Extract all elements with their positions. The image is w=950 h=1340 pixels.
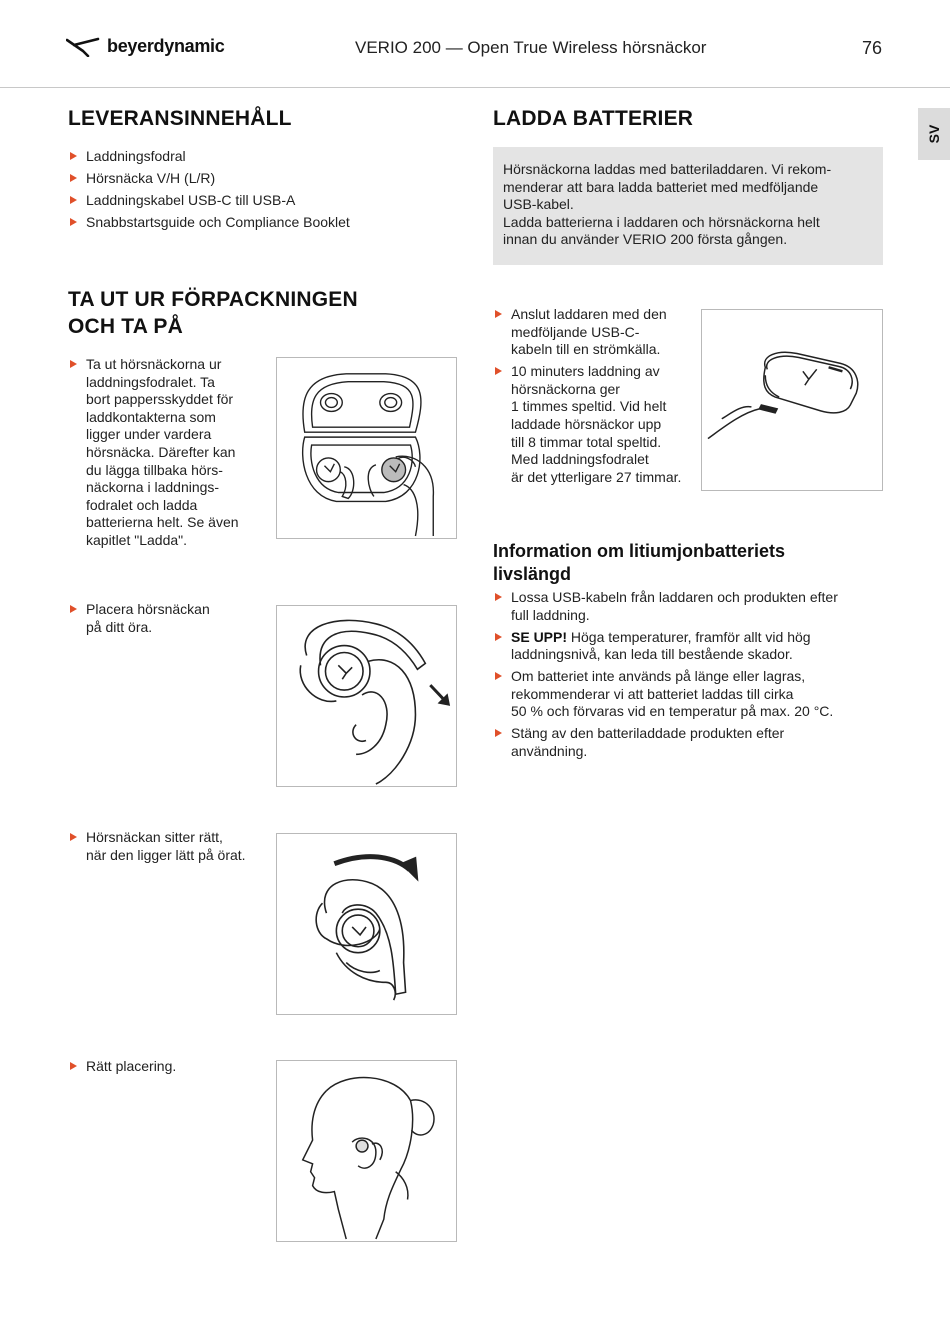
list-item: Hörsnäcka V/H (L/R) [68, 170, 468, 188]
text-line: Ta ut hörsnäckorna ur [86, 356, 222, 372]
text-line: medföljande USB-C- [511, 323, 640, 340]
battery-list [493, 589, 893, 761]
text-line: Stäng av den batteriladdade produkten efter [511, 725, 785, 742]
list-item [493, 629, 893, 664]
text-line: hörsnäckorna ger [511, 380, 620, 397]
step-4 [68, 1058, 268, 1076]
text-line: 10 minuters laddning av [511, 363, 660, 380]
text-line: kapitlet "Ladda". [86, 531, 188, 548]
language-code: SV [926, 124, 942, 144]
info-line: Ladda batterierna i laddaren och hörsnäckorna helt [503, 213, 820, 230]
list-item: Snabbstartsguide och Compliance Booklet [68, 214, 468, 232]
head-profile-illustration [276, 1060, 457, 1242]
open-case-illustration [276, 357, 457, 539]
unpack-heading [68, 286, 358, 340]
brand-logo [66, 36, 224, 57]
text-line: användning. [511, 742, 588, 759]
step-1 [68, 356, 268, 550]
text-line: du lägga tillbaka hörs- [86, 461, 223, 478]
list-item [493, 725, 893, 760]
text-line: hörsnäcka. Därefter kan [86, 443, 236, 460]
charging-case-icon [277, 358, 456, 538]
text-line: batterierna helt. Se även [86, 514, 239, 531]
info-line: menderar att bara ladda batteriet med medföljande [503, 178, 819, 195]
charge-steps [493, 306, 703, 486]
text-line: full laddning. [511, 606, 590, 623]
list-item [68, 356, 268, 550]
ear-placement-icon [277, 606, 456, 786]
list-item: Laddningskabel USB-C till USB-A [68, 192, 468, 210]
brand-chevron-icon [66, 37, 100, 57]
contents-list [68, 148, 468, 232]
text-line: 50 % och förvaras vid en temperatur på max. 20 °C. [511, 703, 834, 720]
text-line: till 8 timmar total speltid. [511, 433, 662, 450]
text-line: 1 timmes speltid. Vid helt [511, 398, 667, 415]
contents-heading: LEVERANSINNEHÅLL [68, 107, 292, 130]
usb-cable-icon [702, 310, 882, 490]
unpack-heading-line: TA UT UR FÖRPACKNINGEN [68, 288, 358, 311]
text-line [511, 629, 893, 647]
warning-label: SE UPP! [511, 628, 568, 645]
text-line: Placera hörsnäckan [86, 601, 210, 617]
info-box [493, 147, 883, 265]
charge-heading: LADDA BATTERIER [493, 107, 694, 130]
text-line: Om batteriet inte används på länge eller lagras, [511, 668, 806, 685]
battery-heading [493, 540, 785, 586]
info-line: Hörsnäckorna laddas med batteriladdaren. Vi rekom- [503, 161, 832, 177]
text-line: Rätt placering. [86, 1058, 177, 1074]
placement-illustration [276, 605, 457, 787]
page-number: 76 [862, 38, 883, 58]
charger-cable-illustration [701, 309, 883, 491]
text-line: Hörsnäckan sitter rätt, [86, 829, 223, 845]
text-line: när den ligger lätt på örat. [86, 846, 246, 863]
fit-rotation-illustration [276, 833, 457, 1015]
text-line: laddningsnivå, kan leda till bestående skador. [511, 646, 793, 663]
language-tab [918, 108, 950, 160]
info-line: USB-kabel. [503, 196, 574, 213]
text-line: på ditt öra. [86, 618, 153, 635]
document-title: VERIO 200 — Open True Wireless hörsnäckor [355, 38, 707, 57]
step-3 [68, 829, 273, 864]
text-line: är det ytterligare 27 timmar. [511, 468, 682, 485]
text-line: laddade hörsnäckor upp [511, 415, 662, 432]
unpack-heading-line: OCH TA PÅ [68, 315, 183, 338]
list-item [68, 1058, 268, 1076]
list-item [493, 589, 893, 624]
text-line: bort pappersskyddet för [86, 391, 234, 408]
text-line: kabeln till en strömkälla. [511, 341, 661, 358]
step-2 [68, 601, 268, 636]
battery-heading-line: livslängd [493, 564, 572, 584]
list-item [493, 668, 893, 721]
list-item [493, 306, 703, 359]
text-line: laddkontakterna som [86, 408, 216, 425]
list-item [68, 601, 268, 636]
text-line: rekommenderar vi att batteriet laddas till cirka [511, 685, 794, 702]
brand-name: beyerdynamic [107, 36, 225, 56]
battery-heading-line: Information om litiumjonbatteriets [493, 541, 786, 561]
text-line: Med laddningsfodralet [511, 451, 649, 468]
text-line: Lossa USB-kabeln från laddaren och produkten efter [511, 589, 838, 605]
list-item: Laddningsfodral [68, 148, 468, 166]
page-header [0, 0, 950, 88]
info-line: innan du använder VERIO 200 första gången. [503, 231, 788, 248]
list-item [493, 363, 703, 486]
rotation-arrow-icon [277, 834, 456, 1014]
head-profile-icon [277, 1061, 456, 1241]
text-line: fodralet och ladda [86, 496, 198, 513]
text-line: näckorna i laddnings- [86, 479, 220, 496]
text-line: Anslut laddaren med den [511, 306, 667, 322]
text-line: ligger under vardera [86, 426, 212, 443]
text-line: laddningsfodralet. Ta [86, 373, 215, 390]
warning-text: Höga temperaturer, framför allt vid hög [567, 628, 811, 645]
list-item [68, 829, 273, 864]
